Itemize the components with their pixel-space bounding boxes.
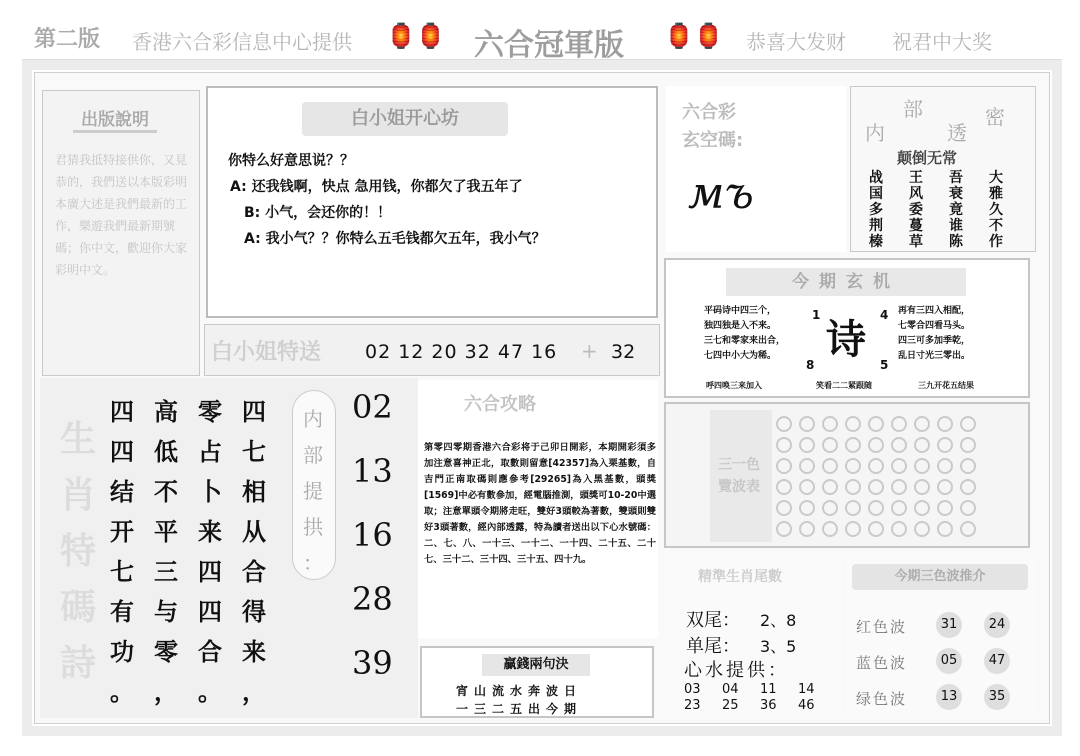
miss-bai-panel: [206, 86, 658, 318]
verse-line: 独四独是入不来。: [704, 321, 777, 331]
xuanji-panel: [664, 258, 1030, 398]
verse-line: 四三可多加季乾，: [898, 336, 971, 346]
number-circle: [960, 479, 976, 495]
xuanji-footer: 三九开花五结果: [918, 381, 974, 390]
xuanji-title: 今期玄机: [726, 268, 966, 296]
three-color-title: 三一色覽波表: [718, 457, 760, 495]
number-circle: [891, 437, 907, 453]
number-circle: [868, 437, 884, 453]
zodiac-poem-char: 开: [110, 518, 134, 546]
mystic-title-2: 玄空碼:: [682, 130, 744, 151]
heart-number: 03: [684, 682, 701, 697]
mystic-title-1: 六合彩: [682, 102, 736, 123]
mystic-handwriting: мъ: [688, 168, 754, 219]
zodiac-poem-char: 零: [154, 638, 178, 666]
number-circle: [868, 521, 884, 537]
verse-line: 平码诗中四三个，: [704, 306, 777, 316]
number-circle: [845, 458, 861, 474]
number-circle: [960, 500, 976, 516]
number-circle: [822, 437, 838, 453]
greeting-prize: 祝君中大奖: [892, 30, 992, 54]
number-circle: [776, 500, 792, 516]
number-circle: [914, 500, 930, 516]
color-wave-rows: [856, 616, 1032, 716]
number-circle: [822, 416, 838, 432]
zodiac-poem-char: 占: [198, 438, 222, 466]
number-circle: [914, 458, 930, 474]
wave-number-a: 13: [936, 684, 962, 710]
xuanji-footer: 呼四唤三来加入: [706, 381, 762, 390]
heart-numbers: [684, 682, 834, 718]
number-circle: [937, 416, 953, 432]
strategy-panel: [418, 380, 658, 638]
greeting-fortune: 恭喜大发财: [746, 30, 846, 54]
insider-subtitle: 颠倒无常: [897, 149, 958, 167]
insider-verse-char: 榛: [869, 234, 883, 250]
verse-number: 4: [880, 308, 889, 322]
insider-verse-char: 王: [909, 170, 923, 186]
internal-offer-panel: [286, 378, 418, 718]
zodiac-side-chars: 生肖特碼詩: [60, 419, 97, 684]
miss-bai-title: 白小姐开心坊: [302, 102, 508, 136]
number-circle: [868, 500, 884, 516]
offer-label-char: 拱: [303, 515, 323, 539]
mystic-code-panel: [666, 86, 846, 252]
number-circle: [799, 458, 815, 474]
number-circle: [776, 416, 792, 432]
offer-number: 39: [352, 644, 393, 682]
number-circle: [845, 500, 861, 516]
tail-title: 精準生肖尾數: [698, 569, 782, 585]
zodiac-poem-char: ，: [242, 678, 266, 706]
number-circle: [822, 521, 838, 537]
page-header: [22, 14, 1062, 63]
wave-number-a: 31: [936, 612, 962, 638]
lantern-icon: 🏮🏮: [664, 22, 724, 50]
wave-number-a: 05: [936, 648, 962, 674]
insider-verse-char: 委: [909, 202, 923, 218]
number-circle: [937, 458, 953, 474]
strategy-title: 六合攻略: [464, 394, 536, 415]
heart-number: 46: [798, 698, 815, 713]
zodiac-poem-char: 从: [242, 518, 266, 546]
insider-verse-char: 吾: [949, 170, 963, 186]
number-circle: [799, 521, 815, 537]
heart-number: 04: [722, 682, 739, 697]
zodiac-poem-char: 卜: [198, 478, 222, 506]
zodiac-poem-char: 结: [110, 478, 134, 506]
number-circle: [868, 479, 884, 495]
two-sentences-panel: [420, 646, 654, 718]
wave-number-b: 35: [984, 684, 1010, 710]
insider-verse-char: 战: [869, 170, 883, 186]
wave-number-b: 47: [984, 648, 1010, 674]
two-sentences-title: 贏錢兩句決: [482, 654, 590, 676]
number-circle: [799, 437, 815, 453]
number-circle: [960, 458, 976, 474]
insider-verse-char: 国: [869, 186, 883, 202]
wave-label: 红色波: [856, 618, 908, 636]
single-tail-value: 3、5: [760, 637, 797, 656]
zodiac-poem-char: 与: [154, 598, 178, 626]
insider-verse-char: 竟: [949, 202, 963, 218]
insider-verse-char: 荆: [869, 218, 883, 234]
insider-verse-char: 风: [909, 186, 923, 202]
insider-title-char: 透: [947, 121, 967, 145]
special-numbers: 02 12 20 32 47 16: [365, 341, 558, 363]
zodiac-poem-char: 不: [154, 478, 178, 506]
dialogue-line: 你特么好意思说？？: [228, 153, 354, 169]
number-circle: [937, 437, 953, 453]
double-tail-value: 2、8: [760, 611, 797, 630]
number-circle: [799, 416, 815, 432]
single-tail-label: 单尾：: [686, 636, 740, 657]
number-circle: [868, 416, 884, 432]
zodiac-poem-char: 。: [110, 678, 134, 706]
heart-number: 23: [684, 698, 701, 713]
zodiac-poem-char: 。: [198, 678, 222, 706]
wave-label: 绿色波: [856, 690, 908, 708]
number-circle: [845, 416, 861, 432]
zodiac-poem-char: 来: [242, 638, 266, 666]
verse-number: 8: [806, 358, 815, 372]
verse-number: 5: [880, 358, 889, 372]
heart-number: 14: [798, 682, 815, 697]
heart-label: 心水提供：: [684, 660, 789, 681]
special-numbers-panel: [204, 324, 660, 376]
insider-verse-char: 衰: [949, 186, 963, 202]
insider-verse-char: 雅: [989, 186, 1003, 202]
poem-char: 诗: [826, 317, 866, 363]
number-circle: [799, 479, 815, 495]
dialogue-line: B: 小气，会还你的！！: [244, 205, 392, 221]
heart-number: 25: [722, 698, 739, 713]
offer-number: 13: [352, 452, 393, 490]
offer-label-char: 内: [303, 407, 323, 431]
offer-label-char: 提: [303, 479, 323, 503]
special-label: 白小姐特送: [211, 340, 322, 365]
insider-title-char: 部: [903, 97, 923, 121]
dialogue-line: A: 我小气？？你特么五毛钱都欠五年，我小气？: [244, 231, 546, 247]
offer-number: 02: [352, 388, 393, 426]
number-circle: [960, 521, 976, 537]
number-circle: [776, 437, 792, 453]
number-circle: [914, 437, 930, 453]
heart-number: 11: [760, 682, 777, 697]
zodiac-poem-char: 四: [110, 398, 134, 426]
number-circle: [776, 521, 792, 537]
zodiac-poem-char: 七: [110, 558, 134, 586]
number-circle: [891, 521, 907, 537]
verse-line: 三七和零家来出合，: [704, 336, 786, 346]
publish-notes-body: 君猜我抵特接供你，又見恭的，我們送以本版彩明本廣大述是我們最新的工作，樂遊我們最新期號碼；你中文，歡迎你大家彩明中文。: [55, 153, 188, 277]
verse-line: 七四中小大为稀。: [704, 351, 777, 361]
strategy-body: 第零四零期香港六合彩将于己卯日開彩，本期開彩須多加注意喜神正北，取數則留意[42357]為入栗基數，自吉門正南取碼則應參考[29265]為入黑基數，頭獎[1569]中必有數參加，經電腦推測，頭獎可10-20中選取；注意單頭令期將走旺，雙好3頭較為著數，雙頭則雙好3頭著數，經內部透露，特為讀者送出以下心水號碼：二、七、八、一十三、一十二、一十四、二十五、二十七、三十二、三十四、三十五、四十九。: [424, 442, 656, 565]
number-circle: [891, 416, 907, 432]
edition-label: 第二版: [34, 26, 101, 52]
offer-label-char: ：: [303, 551, 323, 575]
number-circle: [868, 458, 884, 474]
offer-label-char: 部: [303, 443, 323, 467]
zodiac-poem-char: 功: [110, 638, 134, 666]
insider-verse-char: 作: [989, 234, 1003, 250]
insider-verse-char: 多: [869, 202, 883, 218]
number-circle: [960, 437, 976, 453]
zodiac-poem-char: 平: [154, 518, 178, 546]
zodiac-poem-char: 三: [154, 558, 178, 586]
number-circle: [914, 479, 930, 495]
lantern-icon: 🏮🏮: [386, 22, 446, 50]
zodiac-poem-char: 有: [110, 598, 134, 626]
verse-line: 再有三四入相配，: [898, 306, 971, 316]
insider-verse-char: 草: [909, 234, 923, 250]
insider-verse-grid: [869, 167, 1029, 251]
number-circle: [891, 458, 907, 474]
zodiac-poem-char: 来: [198, 518, 222, 546]
wave-label: 蓝色波: [856, 654, 908, 672]
offer-number: 28: [352, 580, 393, 618]
zodiac-poem-char: 四: [242, 398, 266, 426]
masthead-title: 六合冠軍版: [474, 28, 624, 63]
zodiac-poem-char: 四: [110, 438, 134, 466]
color-wave-title: 今期三色波推介: [852, 564, 1028, 590]
number-circle: [822, 479, 838, 495]
sentence-line: 一三二五出今期: [456, 702, 583, 716]
zodiac-poem-char: 零: [198, 398, 222, 426]
publish-notes-title: 出版說明: [73, 105, 157, 133]
insider-verse-char: 大: [989, 170, 1003, 186]
insider-verse-char: 久: [989, 202, 1003, 218]
color-wave-panel: [846, 554, 1036, 718]
insider-verse-char: 陈: [949, 234, 963, 250]
provider-label: 香港六合彩信息中心提供: [132, 30, 352, 54]
zodiac-poem-char: 低: [154, 438, 178, 466]
number-circle: [822, 458, 838, 474]
three-color-panel: [664, 402, 1030, 548]
special-extra-number: 32: [611, 341, 636, 363]
xuanji-footer: 笑看二二紧跟随: [816, 381, 872, 390]
xuanji-left-verse: [704, 304, 814, 364]
insider-verse-char: 谁: [949, 218, 963, 234]
xuanji-right-verse: [898, 304, 1016, 364]
verse-line: 七零合四看马头。: [898, 321, 971, 331]
zodiac-poem-char: ，: [154, 678, 178, 706]
number-circle: [960, 416, 976, 432]
number-circle: [937, 521, 953, 537]
insider-verse-char: 蔓: [909, 218, 923, 234]
insider-verse-char: 不: [989, 218, 1003, 234]
tail-numbers-panel: [664, 554, 842, 718]
number-circle: [799, 500, 815, 516]
number-circle: [914, 416, 930, 432]
internal-offer-label: [292, 390, 336, 580]
sentence-line: 宵山流水奔波日: [456, 684, 583, 698]
number-circle: [845, 437, 861, 453]
number-circle: [822, 500, 838, 516]
insider-title-char: 密: [985, 105, 1005, 129]
number-circle: [891, 479, 907, 495]
heart-number: 36: [760, 698, 777, 713]
offer-number: 16: [352, 516, 393, 554]
zodiac-poem-char: 相: [242, 478, 266, 506]
zodiac-poem-char: 四: [198, 558, 222, 586]
zodiac-poem-char: 四: [198, 598, 222, 626]
verse-line: 乱日寸光三零出。: [898, 351, 971, 361]
zodiac-poem-char: 合: [198, 638, 222, 666]
zodiac-poem-char: 高: [154, 398, 178, 426]
publish-notes-panel: [42, 90, 200, 376]
dialogue-line: A: 还我钱啊，快点 急用钱，你都欠了我五年了: [230, 179, 523, 195]
wave-number-b: 24: [984, 612, 1010, 638]
insider-panel: [850, 86, 1036, 252]
zodiac-poem-char: 合: [242, 558, 266, 586]
number-circle: [891, 500, 907, 516]
verse-number: 1: [812, 308, 821, 322]
insider-title-char: 内: [865, 121, 885, 145]
number-circle: [845, 479, 861, 495]
double-tail-label: 双尾：: [686, 610, 740, 631]
number-circle: [776, 479, 792, 495]
number-circle: [937, 479, 953, 495]
zodiac-poem-char: 得: [242, 598, 266, 626]
number-circle: [914, 521, 930, 537]
internal-offer-numbers: [346, 388, 416, 708]
number-circle: [776, 458, 792, 474]
number-circle: [937, 500, 953, 516]
number-circle-grid: [776, 412, 986, 542]
plus-sign: +: [581, 339, 598, 363]
zodiac-poem-char: 七: [242, 438, 266, 466]
number-circle: [845, 521, 861, 537]
zodiac-poem-grid: [110, 392, 290, 712]
